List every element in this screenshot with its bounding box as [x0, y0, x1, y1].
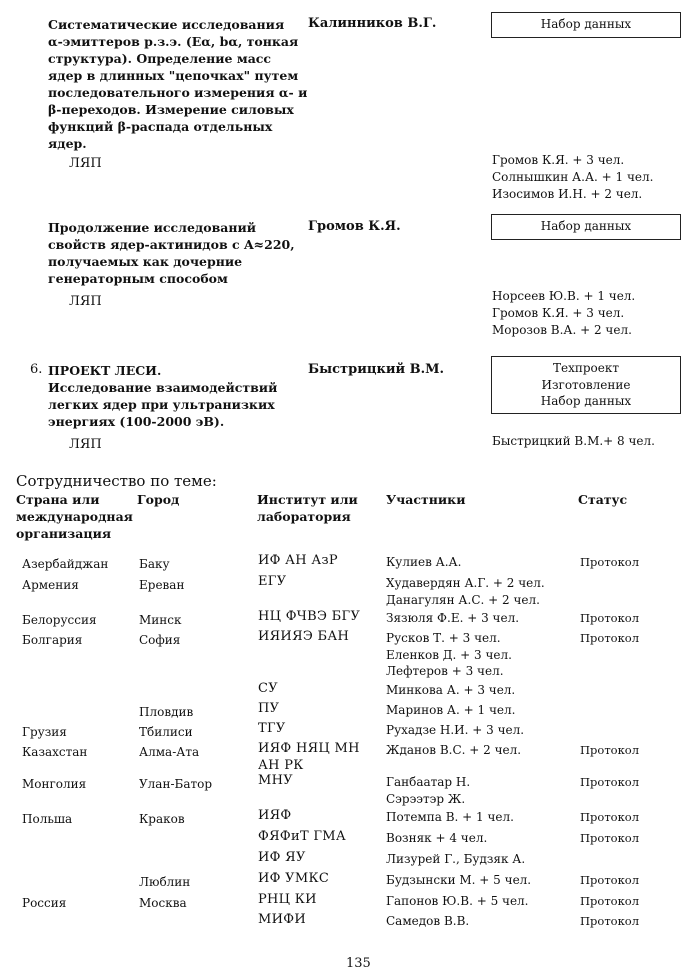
- city-cell: Пловдив: [139, 705, 194, 719]
- institute-line: МИФИ: [258, 912, 306, 927]
- city-cell: Тбилиси: [139, 725, 193, 739]
- column-header-line: Институт или: [257, 492, 358, 507]
- city-cell: Москва: [139, 896, 187, 910]
- institute-cell: [258, 701, 279, 718]
- city-cell: София: [139, 633, 181, 647]
- participants-cell: [386, 742, 521, 759]
- institute-line: ИЯФ НЯЦ МН: [258, 741, 360, 756]
- city-cell: Минск: [139, 613, 182, 627]
- topic-title-line: Систематические исследования: [48, 17, 285, 32]
- participants-cell: [386, 809, 514, 826]
- status-cell: Протокол: [580, 775, 640, 789]
- status-cell: Протокол: [580, 743, 640, 757]
- topic-lab: ЛЯП: [69, 294, 102, 309]
- topic-number: 6.: [30, 362, 43, 377]
- column-header-status: [578, 491, 627, 508]
- participants-cell: [386, 830, 487, 847]
- topic-title-line: Продолжение исследований: [48, 220, 257, 235]
- topic-participant: Громов К.Я. + 3 чел.: [492, 306, 625, 320]
- city-cell: Улан-Батор: [139, 777, 213, 791]
- column-header-participants: [386, 491, 465, 508]
- topic-title-line: получаемых как дочерние: [48, 254, 243, 269]
- institute-cell: [258, 773, 293, 790]
- institute-cell: [258, 850, 306, 867]
- institute-cell: [258, 829, 346, 846]
- column-header-line: Участники: [386, 492, 466, 507]
- column-header-line: организация: [16, 526, 112, 541]
- institute-line: ИФ УМКС: [258, 871, 330, 886]
- topic-participants: [492, 152, 653, 203]
- participants-cell: [386, 872, 531, 889]
- participant-line: Жданов В.С. + 2 чел.: [386, 743, 522, 757]
- country-cell: Болгария: [22, 633, 83, 647]
- country-cell: Польша: [22, 812, 73, 826]
- participant-line: Потемпа В. + 1 чел.: [386, 810, 514, 824]
- status-cell: Протокол: [580, 631, 640, 645]
- city-cell: Баку: [139, 557, 170, 571]
- topic-stage-box: [491, 214, 681, 240]
- institute-line: ИЯФ: [258, 808, 292, 823]
- country-cell: Россия: [22, 896, 67, 910]
- country-cell: Монголия: [22, 777, 87, 791]
- institute-line: ИЯИЯЭ БАН: [258, 629, 350, 644]
- city-cell: Алма-Ата: [139, 745, 200, 759]
- participants-cell: [386, 554, 461, 571]
- participants-cell: [386, 702, 515, 719]
- participants-cell: [386, 722, 524, 739]
- status-cell: Протокол: [580, 555, 640, 569]
- participant-line: Будзынски М. + 5 чел.: [386, 873, 532, 887]
- topic-stage: Набор данных: [540, 394, 632, 408]
- topic-leader: Калинников В.Г.: [308, 16, 437, 31]
- institute-line: ПУ: [258, 701, 280, 716]
- institute-cell: [258, 553, 338, 570]
- institute-cell: [258, 721, 286, 738]
- country-cell: Белоруссия: [22, 613, 97, 627]
- institute-line: АН РК: [258, 757, 304, 773]
- participants-cell: [386, 682, 515, 699]
- topic-title: [48, 219, 298, 287]
- institute-line: ФЯФиТ ГМА: [258, 829, 347, 844]
- participant-line: Русков Т. + 3 чел.: [386, 631, 501, 645]
- country-cell: Казахстан: [22, 745, 88, 759]
- topic-stage: Набор данных: [540, 219, 632, 233]
- topic-participant: Быстрицкий В.М.+ 8 чел.: [492, 434, 655, 448]
- topic-title: [48, 16, 308, 152]
- topic-stage-box: [491, 356, 681, 414]
- topic-participants: [492, 433, 655, 450]
- country-cell: Азербайджан: [22, 557, 109, 571]
- institute-line: СУ: [258, 681, 278, 696]
- participant-line: Данагулян А.С. + 2 чел.: [386, 592, 540, 607]
- topic-title-line: ядер.: [48, 136, 87, 151]
- column-header-line: Статус: [578, 492, 628, 507]
- participant-line: Ганбаатар Н.: [386, 775, 471, 789]
- topic-stage: Изготовление: [541, 377, 631, 392]
- institute-line: МНУ: [258, 773, 293, 788]
- institute-cell: [258, 892, 317, 909]
- participant-line: Гапонов Ю.В. + 5 чел.: [386, 894, 529, 908]
- status-cell: Протокол: [580, 873, 640, 887]
- status-cell: Протокол: [580, 611, 640, 625]
- page-number: 135: [346, 956, 371, 971]
- topic-participant: Громов К.Я. + 3 чел.: [492, 153, 625, 167]
- institute-cell: [258, 609, 360, 626]
- participants-cell: [386, 575, 545, 608]
- topic-participant: Норсеев Ю.В. + 1 чел.: [492, 289, 636, 303]
- topic-title-line: энергиях (100-2000 эВ).: [48, 414, 225, 429]
- participant-line: Еленков Д. + 3 чел.: [386, 647, 512, 662]
- topic-stage: Техпроект: [552, 361, 620, 375]
- institute-cell: [258, 681, 278, 698]
- topic-participant: Морозов В.А. + 2 чел.: [492, 323, 632, 337]
- status-cell: Протокол: [580, 810, 640, 824]
- topic-title-line: ПРОЕКТ ЛЕСИ.: [48, 363, 162, 378]
- participants-cell: [386, 774, 470, 807]
- participant-line: Худавердян А.Г. + 2 чел.: [386, 576, 545, 590]
- column-header-country: [16, 491, 133, 542]
- topic-title-line: Исследование взаимодействий: [48, 380, 278, 395]
- topic-title: [48, 362, 298, 430]
- topic-title-line: генераторным способом: [48, 271, 228, 286]
- column-header-city: [137, 491, 179, 508]
- institute-line: ЕГУ: [258, 574, 287, 589]
- institute-cell: [258, 574, 286, 591]
- topic-title-line: ядер в длинных "цепочках" путем: [48, 68, 299, 83]
- column-header-line: Страна или: [16, 492, 100, 507]
- institute-line: РНЦ КИ: [258, 892, 317, 907]
- status-cell: Протокол: [580, 831, 640, 845]
- city-cell: Ереван: [139, 578, 185, 592]
- participant-line: Лизурей Г., Будзяк А.: [386, 852, 526, 866]
- collaboration-heading: Сотрудничество по теме:: [16, 472, 217, 490]
- institute-cell: [258, 808, 292, 825]
- city-cell: Краков: [139, 812, 185, 826]
- topic-leader: Быстрицкий В.М.: [308, 362, 445, 377]
- status-cell: Протокол: [580, 894, 640, 908]
- column-header-line: лаборатория: [257, 509, 351, 524]
- participant-line: Зязюля Ф.Е. + 3 чел.: [386, 611, 520, 625]
- participants-cell: [386, 610, 519, 627]
- country-cell: Армения: [22, 578, 79, 592]
- topic-title-line: функций β-распада отдельных: [48, 119, 273, 134]
- institute-line: НЦ ФЧВЭ БГУ: [258, 609, 361, 624]
- topic-lab: ЛЯП: [69, 156, 102, 171]
- topic-title-line: последовательного измерения α- и: [48, 85, 308, 100]
- topic-participant: Солнышкин А.А. + 1 чел.: [492, 170, 654, 184]
- participants-cell: [386, 893, 529, 910]
- institute-cell: [258, 629, 349, 646]
- city-cell: Люблин: [139, 875, 191, 889]
- topic-title-line: свойств ядер-актинидов с A≈220,: [48, 237, 295, 252]
- topic-participant: Изосимов И.Н. + 2 чел.: [492, 187, 643, 201]
- participant-line: Возняк + 4 чел.: [386, 831, 488, 845]
- topic-title-line: α-эмиттеров р.з.э. (Eα, bα, тонкая: [48, 34, 299, 49]
- topic-stage: Набор данных: [540, 17, 632, 31]
- participants-cell: [386, 851, 525, 868]
- topic-participants: [492, 288, 635, 339]
- participant-line: Маринов А. + 1 чел.: [386, 703, 516, 717]
- institute-line: ИФ АН АзР: [258, 553, 338, 568]
- participants-cell: [386, 913, 469, 930]
- country-cell: Грузия: [22, 725, 67, 739]
- topic-title-line: легких ядер при ультранизких: [48, 397, 275, 412]
- participants-cell: [386, 630, 512, 680]
- institute-cell: [258, 871, 329, 888]
- column-header-line: Город: [137, 492, 180, 507]
- topic-stage-box: [491, 12, 681, 38]
- participant-line: Кулиев А.А.: [386, 555, 462, 569]
- institute-line: ТГУ: [258, 721, 286, 736]
- topic-title-line: β-переходов. Измерение силовых: [48, 102, 294, 117]
- participant-line: Самедов В.В.: [386, 914, 470, 928]
- status-cell: Протокол: [580, 914, 640, 928]
- topic-leader: Громов К.Я.: [308, 219, 401, 234]
- participant-line: Сэрээтэр Ж.: [386, 791, 466, 806]
- institute-cell: [258, 741, 360, 774]
- participant-line: Лефтеров + 3 чел.: [386, 664, 504, 678]
- institute-line: ИФ ЯУ: [258, 850, 306, 865]
- topic-title-line: структура). Определение масс: [48, 51, 272, 66]
- topic-lab: ЛЯП: [69, 437, 102, 452]
- column-header-institute: [257, 491, 358, 525]
- participant-line: Минкова А. + 3 чел.: [386, 683, 516, 697]
- column-header-line: международная: [16, 509, 133, 524]
- institute-cell: [258, 912, 306, 929]
- participant-line: Рухадзе Н.И. + 3 чел.: [386, 723, 525, 737]
